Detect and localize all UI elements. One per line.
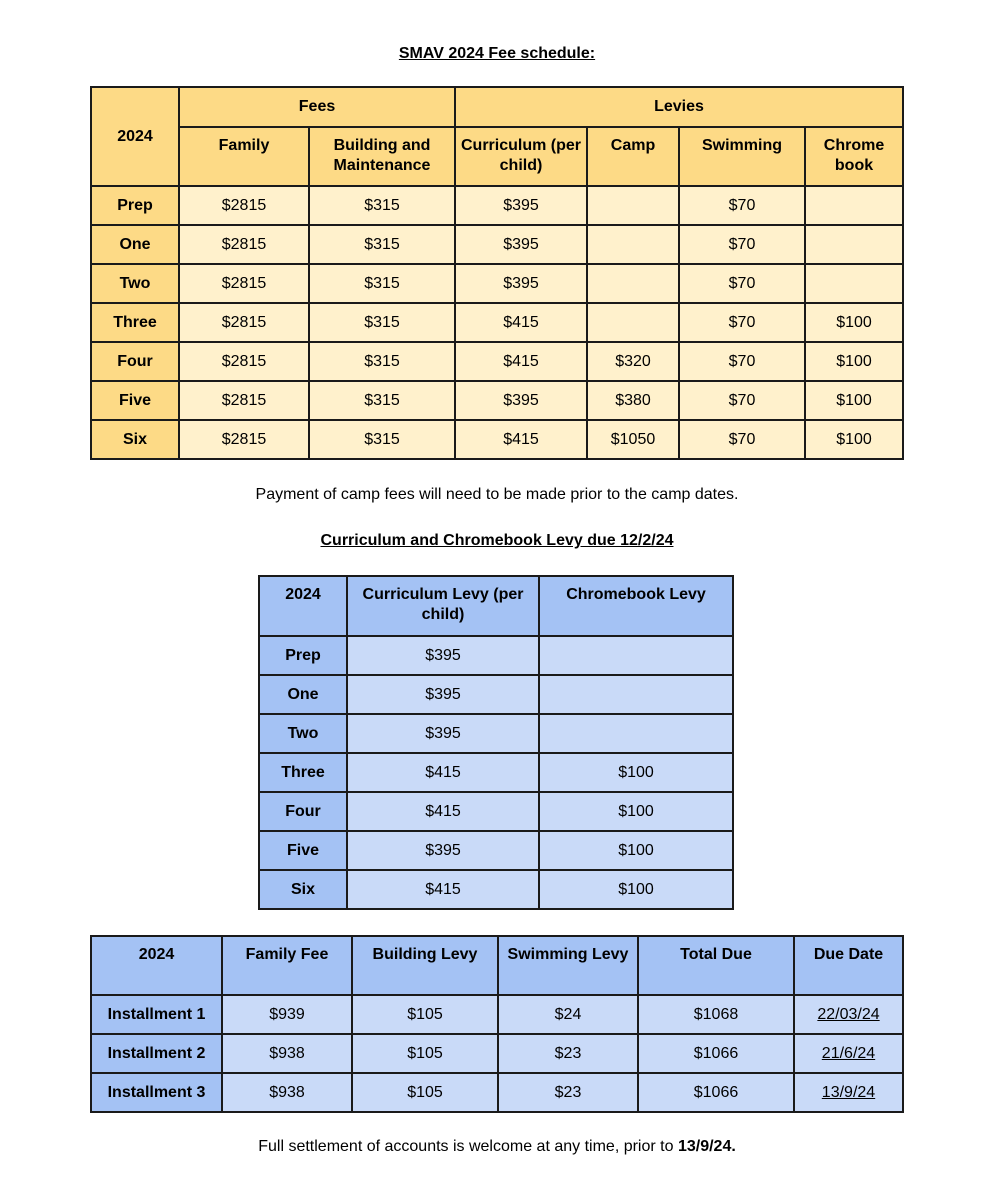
table-cell: $939 [222, 995, 352, 1034]
table-cell: $70 [679, 264, 805, 303]
table-cell: $105 [352, 1073, 498, 1112]
table-cell: $70 [679, 225, 805, 264]
settlement-text: Full settlement of accounts is welcome at any time, prior to [258, 1138, 678, 1155]
table-cell: $105 [352, 995, 498, 1034]
table-cell: $315 [309, 186, 455, 225]
row-label: One [259, 675, 347, 714]
table-cell: $938 [222, 1034, 352, 1073]
table-row [91, 264, 903, 303]
column-header: Building and Maintenance [309, 127, 455, 186]
table-row [259, 792, 733, 831]
levies-group-header: Levies [455, 87, 903, 127]
row-label: Five [91, 381, 179, 420]
table-cell: $70 [679, 303, 805, 342]
column-header: Swimming [679, 127, 805, 186]
table-cell: $415 [455, 303, 587, 342]
table-row [259, 636, 733, 675]
table-cell: $100 [805, 420, 903, 459]
row-label: Prep [259, 636, 347, 675]
table-cell: $100 [539, 753, 733, 792]
table-cell: $23 [498, 1034, 638, 1073]
table-cell: $415 [347, 870, 539, 909]
table-cell: $395 [455, 264, 587, 303]
column-header: Total Due [638, 936, 794, 995]
row-label: Four [259, 792, 347, 831]
row-label: Six [91, 420, 179, 459]
table-cell: $100 [805, 303, 903, 342]
table-cell: $2815 [179, 381, 309, 420]
row-label: Three [259, 753, 347, 792]
table-cell: $100 [539, 870, 733, 909]
table-cell [805, 186, 903, 225]
table-cell: $2815 [179, 186, 309, 225]
table-cell: $1066 [638, 1034, 794, 1073]
table-cell: $315 [309, 420, 455, 459]
table-cell: $100 [539, 792, 733, 831]
settlement-date: 13/9/24. [677, 1138, 736, 1155]
table-row [91, 1073, 903, 1112]
table-cell: $70 [679, 420, 805, 459]
table-cell: $315 [309, 303, 455, 342]
table-row [259, 870, 733, 909]
table-row [259, 753, 733, 792]
fee-schedule-table [90, 86, 904, 460]
table-row [259, 831, 733, 870]
table-cell: $395 [347, 831, 539, 870]
table-cell [587, 186, 679, 225]
table-row [91, 342, 903, 381]
table-row [91, 225, 903, 264]
row-label: Two [91, 264, 179, 303]
row-label: Three [91, 303, 179, 342]
row-label: Installment 2 [91, 1034, 222, 1073]
table-cell: $415 [455, 342, 587, 381]
table-cell: $105 [352, 1034, 498, 1073]
table-cell: 21/6/24 [794, 1034, 903, 1073]
fees-group-header: Fees [179, 87, 455, 127]
table-row [91, 186, 903, 225]
table-row [259, 714, 733, 753]
table-cell: $70 [679, 381, 805, 420]
row-label: Prep [91, 186, 179, 225]
table-cell: $415 [347, 792, 539, 831]
table-cell: $23 [498, 1073, 638, 1112]
table-cell [539, 636, 733, 675]
column-header: 2024 [91, 936, 222, 995]
row-label: Four [91, 342, 179, 381]
table-cell: $24 [498, 995, 638, 1034]
column-header: Chrome book [805, 127, 903, 186]
table-cell: $70 [679, 342, 805, 381]
levy-title: Curriculum and Chromebook Levy due 12/2/24 [320, 532, 674, 549]
table-cell [587, 303, 679, 342]
column-header: Swimming Levy [498, 936, 638, 995]
table-cell: $2815 [179, 225, 309, 264]
table-row [91, 420, 903, 459]
installments-table [90, 935, 904, 1113]
corner-header: 2024 [91, 87, 179, 186]
column-header: Due Date [794, 936, 903, 995]
table-cell: $1050 [587, 420, 679, 459]
column-header: Curriculum (per child) [455, 127, 587, 186]
fee-schedule-title: SMAV 2024 Fee schedule: [398, 45, 596, 62]
table-cell: $395 [455, 381, 587, 420]
table-cell: $2815 [179, 420, 309, 459]
row-label: Five [259, 831, 347, 870]
column-header: Camp [587, 127, 679, 186]
table-cell: $1066 [638, 1073, 794, 1112]
table-cell: $395 [347, 714, 539, 753]
table-cell: $1068 [638, 995, 794, 1034]
table-cell [539, 675, 733, 714]
table-cell: $100 [805, 381, 903, 420]
table-cell: $70 [679, 186, 805, 225]
table-cell: $395 [347, 675, 539, 714]
table-cell [587, 225, 679, 264]
table-cell: $395 [455, 186, 587, 225]
table-cell: $100 [539, 831, 733, 870]
table-cell: $2815 [179, 264, 309, 303]
row-label: One [91, 225, 179, 264]
table-cell: $315 [309, 264, 455, 303]
table-cell: $380 [587, 381, 679, 420]
settlement-note [0, 1138, 994, 1156]
row-label: Installment 3 [91, 1073, 222, 1112]
table-cell: 13/9/24 [794, 1073, 903, 1112]
table-row [91, 1034, 903, 1073]
column-header: Curriculum Levy (per child) [347, 576, 539, 636]
table-cell: $2815 [179, 342, 309, 381]
table-cell: $320 [587, 342, 679, 381]
table-cell [805, 225, 903, 264]
column-header: 2024 [259, 576, 347, 636]
table-row [91, 995, 903, 1034]
table-row [91, 303, 903, 342]
row-label: Two [259, 714, 347, 753]
table-cell: $415 [455, 420, 587, 459]
table-row [259, 675, 733, 714]
levy-table [258, 575, 734, 910]
table-cell: $395 [455, 225, 587, 264]
table-cell: $315 [309, 381, 455, 420]
column-header: Family Fee [222, 936, 352, 995]
row-label: Six [259, 870, 347, 909]
camp-fee-note: Payment of camp fees will need to be made prior to the camp dates. [255, 486, 739, 503]
table-cell: $395 [347, 636, 539, 675]
column-header: Chromebook Levy [539, 576, 733, 636]
table-cell: 22/03/24 [794, 995, 903, 1034]
table-cell: $100 [805, 342, 903, 381]
table-cell: $315 [309, 342, 455, 381]
table-cell [805, 264, 903, 303]
table-cell: $2815 [179, 303, 309, 342]
table-cell [539, 714, 733, 753]
table-row [91, 381, 903, 420]
table-cell: $938 [222, 1073, 352, 1112]
row-label: Installment 1 [91, 995, 222, 1034]
table-cell [587, 264, 679, 303]
column-header: Family [179, 127, 309, 186]
table-cell: $415 [347, 753, 539, 792]
table-cell: $315 [309, 225, 455, 264]
column-header: Building Levy [352, 936, 498, 995]
